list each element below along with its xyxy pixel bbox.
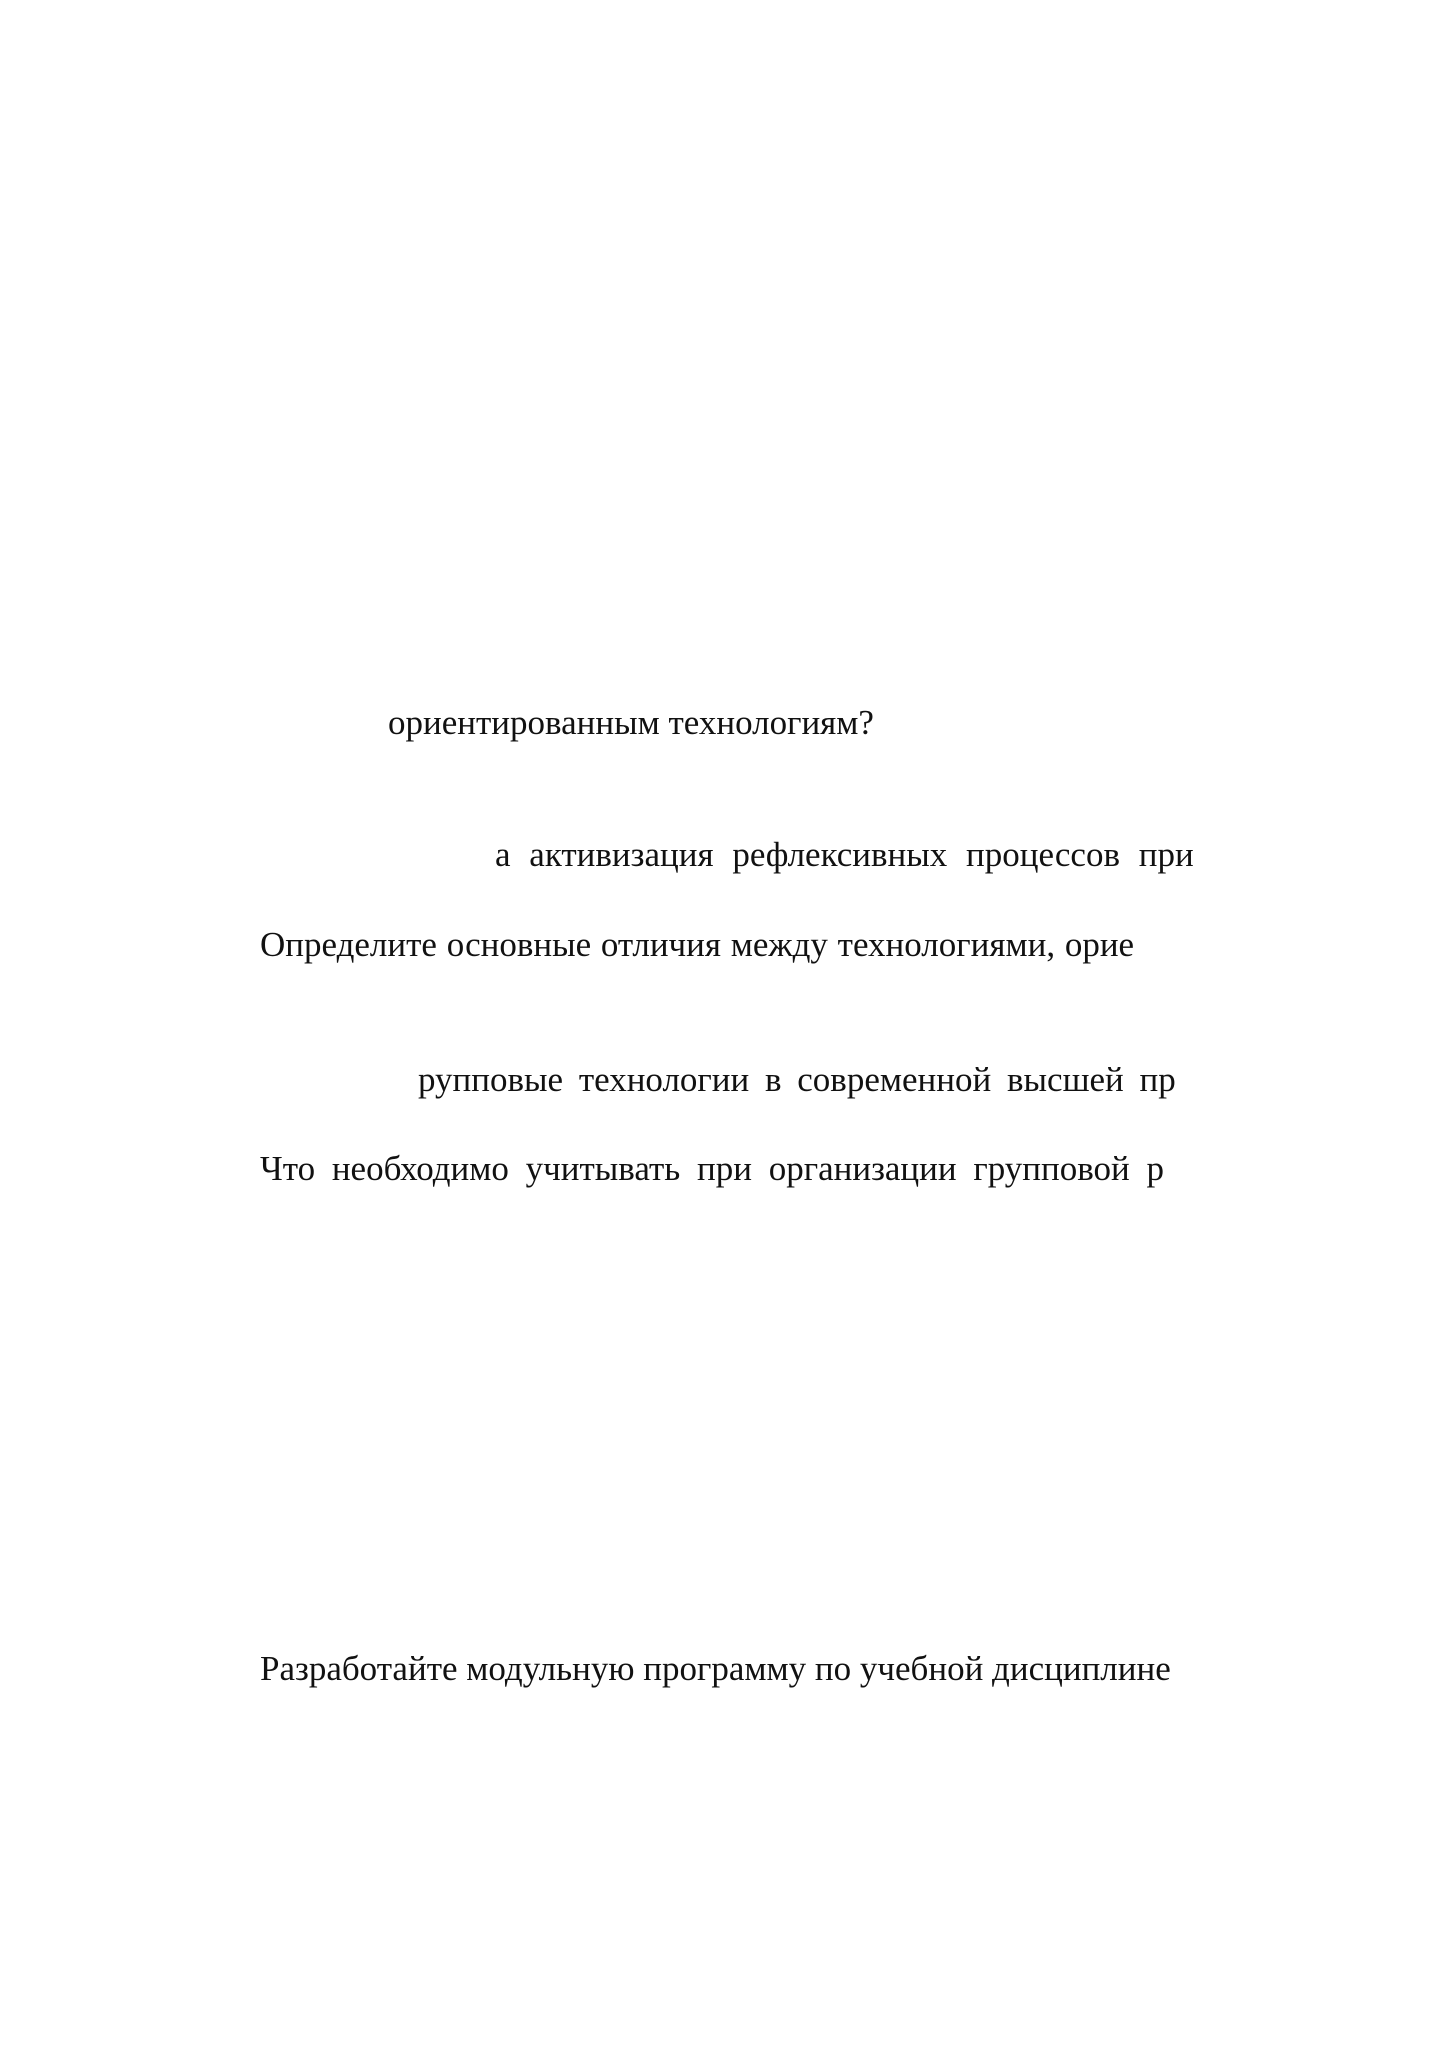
text-line: рупповые технологии в современной высшей пр — [418, 1060, 1176, 1099]
text-line: ориентированным технологиям? — [388, 703, 874, 742]
text-line: а активизация рефлексивных процессов при — [495, 835, 1194, 874]
text-line: Определите основные отличия между технологиями, орие — [260, 925, 1135, 964]
text-line: Что необходимо учитывать при организации групповой р — [260, 1149, 1164, 1188]
text-line: Разработайте модульную программу по учебной дисциплине — [260, 1649, 1171, 1688]
